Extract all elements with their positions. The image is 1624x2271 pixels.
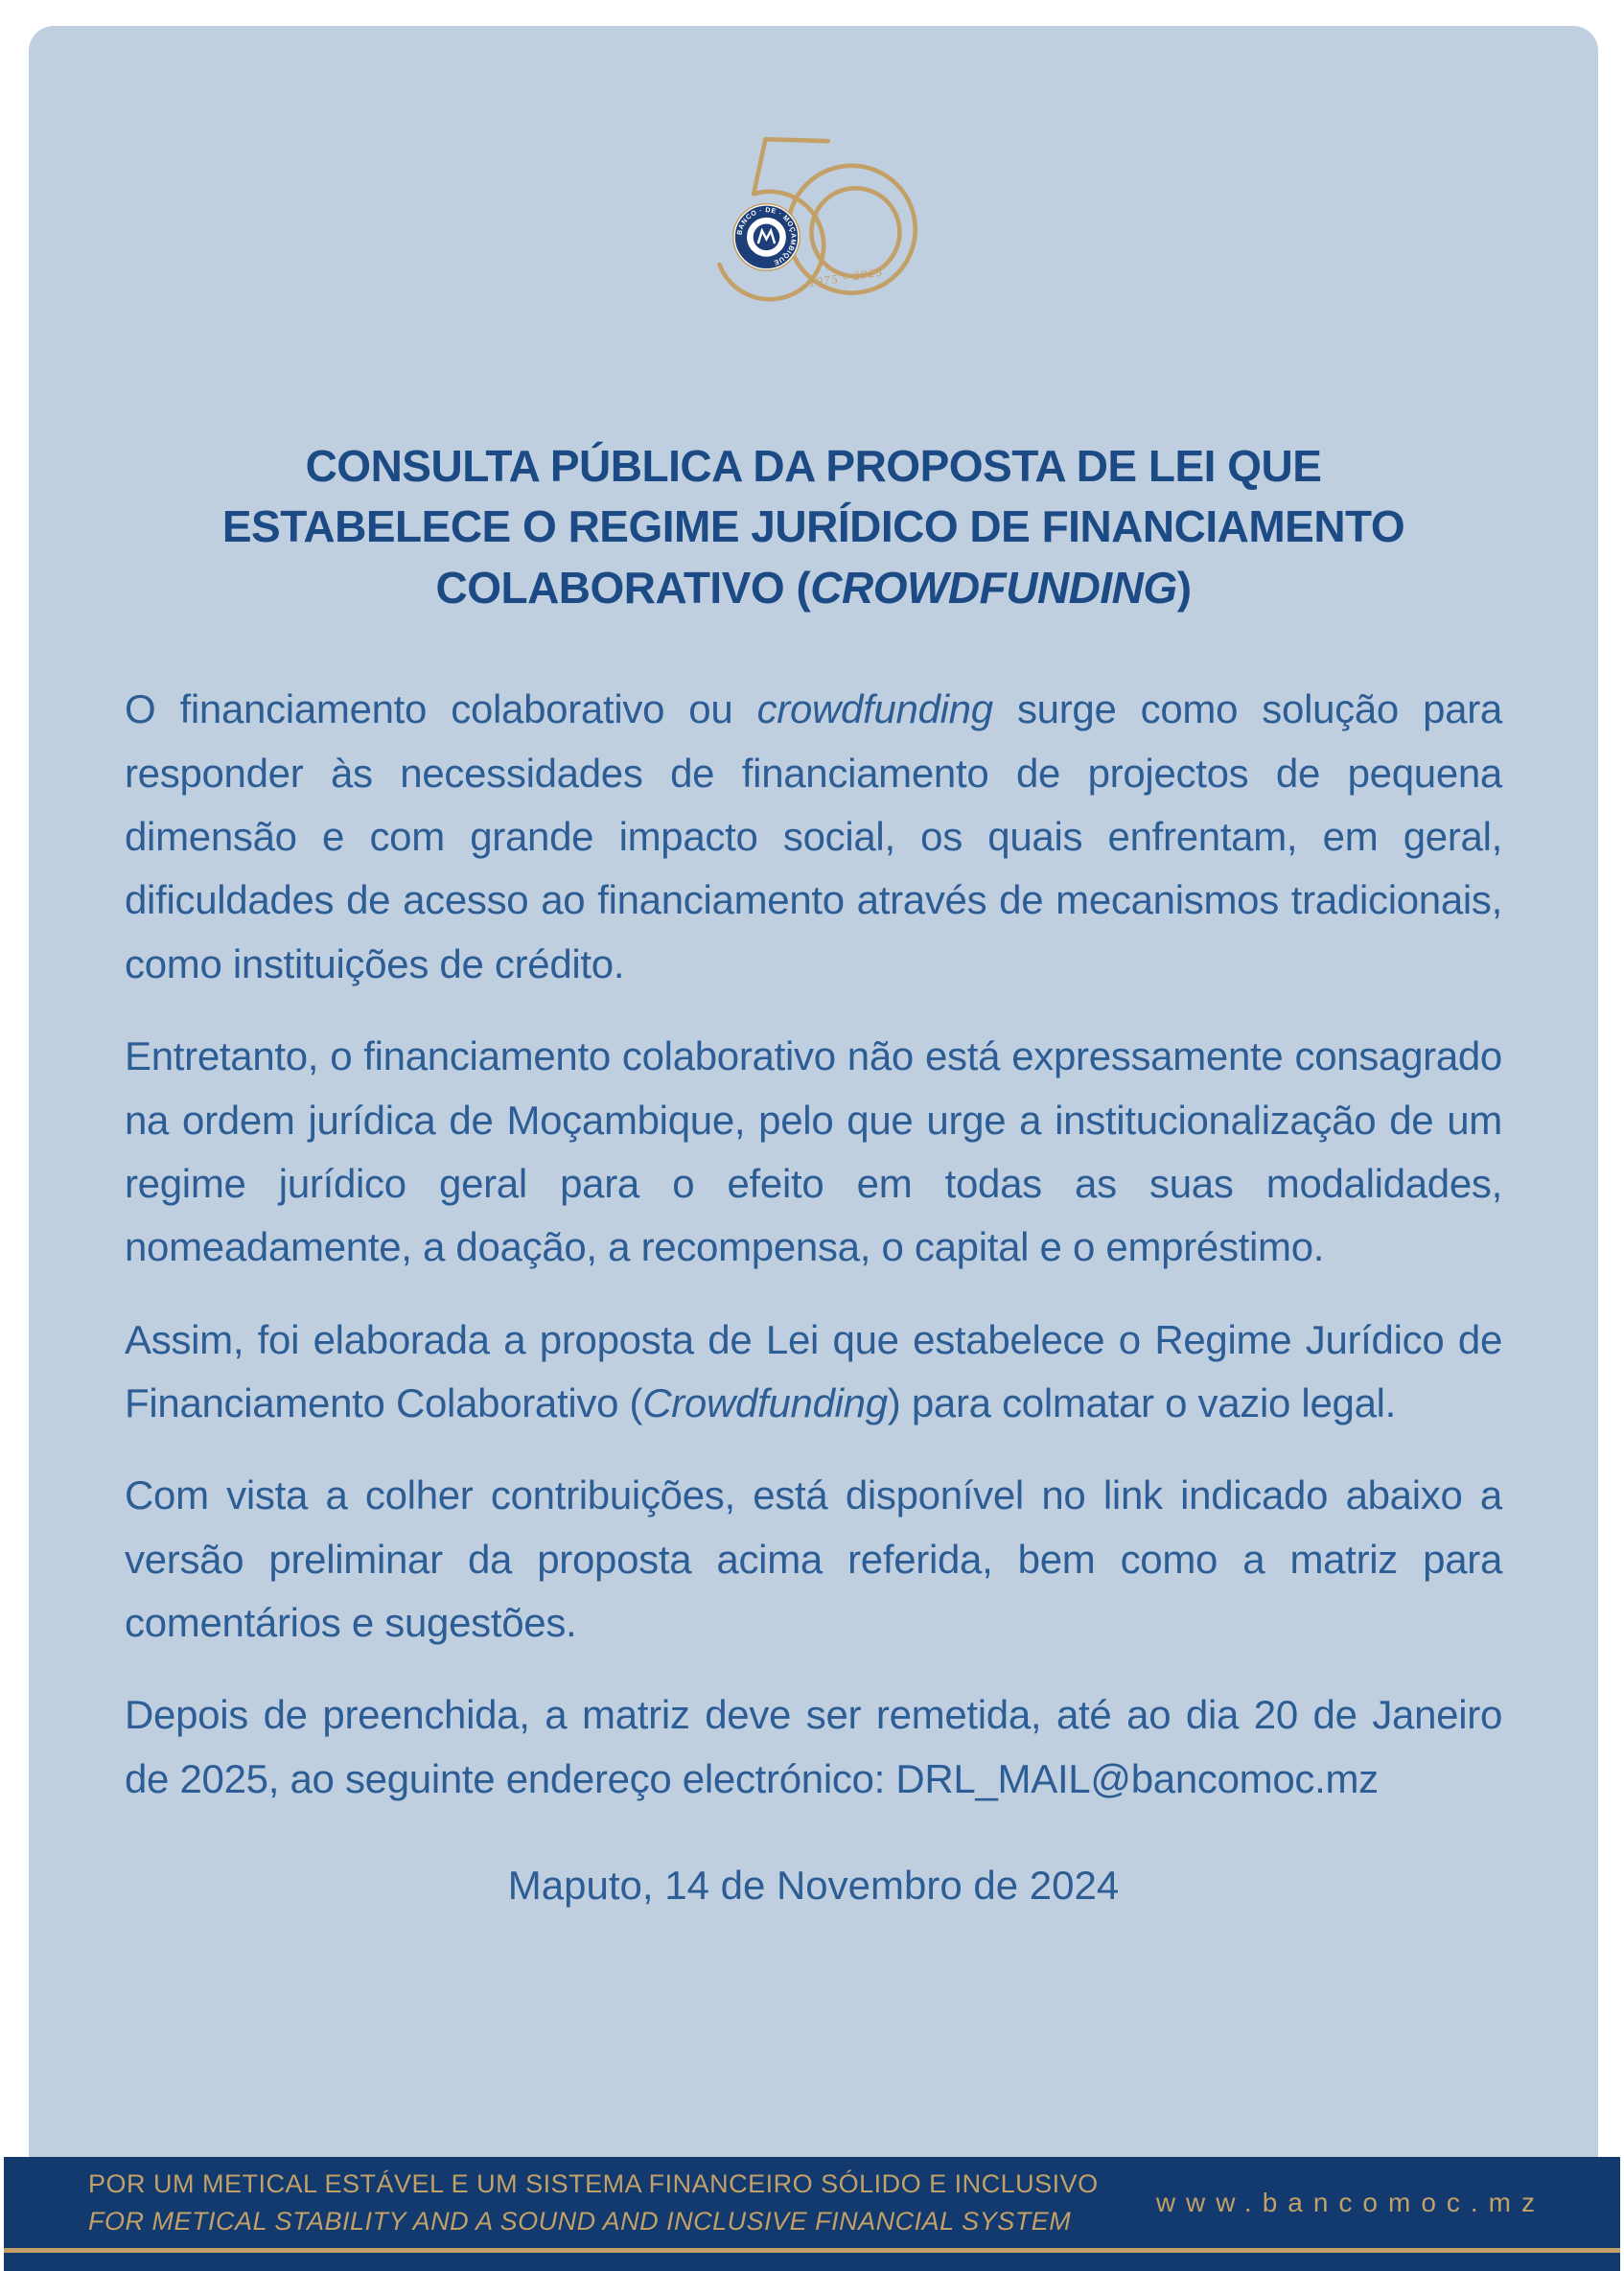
footer-motto-portuguese: POR UM METICAL ESTÁVEL E UM SISTEMA FINANCEIRO SÓLIDO E INCLUSIVO [88,2169,1099,2199]
paragraph-1-crowdfunding-italic: crowdfunding [756,686,993,732]
paragraph-5 [125,1683,1502,1811]
digit-0-inner-circle [811,188,899,276]
seal-text: BANCO · DE · MOÇAMBIQUE [735,206,798,267]
title-crowdfunding-italic: CROWDFUNDING [810,562,1177,613]
title-line-3-suffix: ) [1176,562,1192,613]
paragraph-2: Entretanto, o financiamento colaborativo não está expressamente consagrado na ordem jurídica de Moçambique, pelo que urge a institucionalização de um regime jurídico geral para o efeito em todas as suas modalidades, nomeadamente, a doação, a recompensa, o capital e o empréstimo. [125,1033,1502,1270]
title-line-1: CONSULTA PÚBLICA DA PROPOSTA DE LEI QUE [305,441,1322,491]
bank-50th-anniversary-logo [700,137,927,306]
contact-email: DRL_MAIL@bancomoc.mz [895,1755,1379,1801]
footer-gold-divider [4,2248,1620,2253]
dateline: Maputo, 14 de Novembro de 2024 [507,1863,1120,1909]
title-line-3-prefix: COLABORATIVO ( [435,562,811,613]
title-line-3 [125,558,1502,618]
paragraph-1-text-continued: surge como solução para responder às necessidades de financiamento de projectos de pequena dimensão e com grande impacto social, os quais enfrentam, em geral, dificuldades de acesso ao financiamento através de mecanismos tradicionais, como instituições de crédito. [125,686,1502,986]
paragraph-3 [125,1309,1502,1436]
footer-motto [88,2166,1099,2239]
announcement-card [29,26,1598,2271]
page-title [125,436,1502,618]
paragraph-3-crowdfunding-italic: Crowdfunding [642,1380,888,1425]
footer-content [4,2157,1620,2248]
paragraph-1 [125,678,1502,996]
footer-bar [4,2157,1620,2271]
body-text [125,678,1502,1811]
paragraph-4: Com vista a colher contribuições, está disponível no link indicado abaixo a versão preliminar da proposta acima referida, bem como a matriz para comentários e sugestões. [125,1472,1502,1646]
paragraph-3-text-continued: ) para colmatar o vazio legal. [887,1380,1397,1425]
paragraph-3-text: Assim, foi elaborada a proposta de Lei que estabelece o Regime Jurídico de Financiamento Colaborativo ( [125,1316,1502,1425]
footer-motto-english: FOR METICAL STABILITY AND A SOUND AND INCLUSIVE FINANCIAL SYSTEM [88,2206,1072,2236]
logo-row [125,26,1502,306]
paragraph-1-text: O financiamento colaborativo ou [125,686,757,732]
paragraph-5-text: Depois de preenchida, a matriz deve ser remetida, até ao dia 20 de Janeiro de 2025, ao seguinte endereço electrónico: [125,1692,1502,1801]
title-line-2: ESTABELECE O REGIME JURÍDICO DE FINANCIAMENTO [221,501,1405,552]
footer-website: www.bancomoc.mz [1155,2187,1545,2217]
logo-years: 1975 - 2025 [807,265,885,290]
